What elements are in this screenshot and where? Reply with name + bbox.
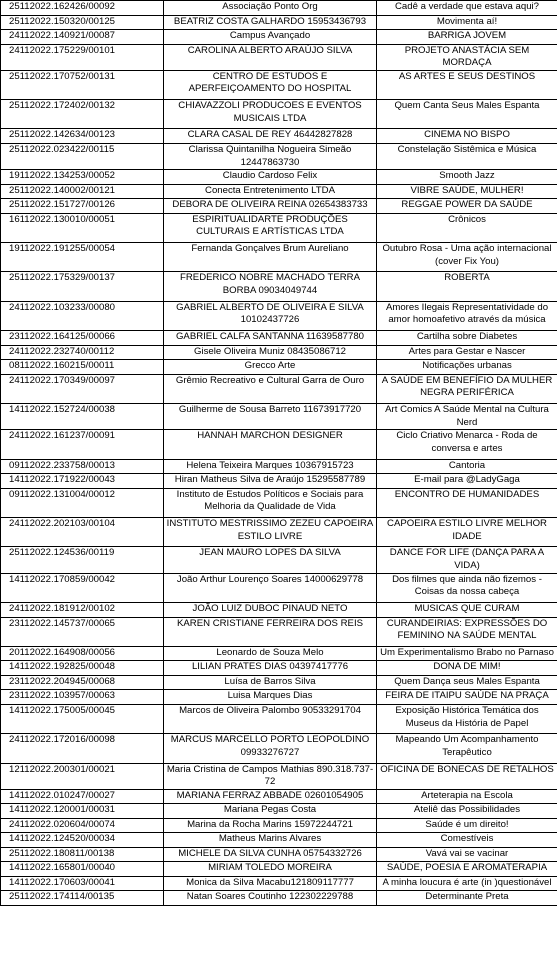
project-title-cell: Movimenta aí!	[377, 15, 557, 30]
project-title-cell: CAPOEIRA ESTILO LIVRE MELHOR IDADE	[377, 518, 557, 547]
table-row	[1, 213, 557, 242]
registration-id-cell: 14112022.165801/00040	[1, 862, 164, 877]
proponent-name-cell: Fernanda Gonçalves Brum Aureliano	[164, 243, 377, 272]
table-row	[1, 690, 557, 705]
table-row	[1, 891, 557, 906]
table-row	[1, 44, 557, 70]
table-row	[1, 661, 557, 676]
project-title-cell: Quem Canta Seus Males Espanta	[377, 100, 557, 129]
project-title-cell: Exposição Histórica Temática dos Museus da História de Papel	[377, 704, 557, 733]
project-title-cell: Ciclo Criativo Menarca - Roda de conversa e artes	[377, 430, 557, 459]
project-title-cell: Smooth Jazz	[377, 170, 557, 185]
table-row	[1, 847, 557, 862]
proponent-name-cell: Luísa de Barros Silva	[164, 675, 377, 690]
project-title-cell: OFICINA DE BONECAS DE RETALHOS	[377, 763, 557, 789]
table-row	[1, 488, 557, 517]
table-row	[1, 862, 557, 877]
table-row	[1, 573, 557, 602]
registration-id-cell: 25112022.174114/00135	[1, 891, 164, 906]
registration-id-cell: 24112022.161237/00091	[1, 430, 164, 459]
table-row	[1, 129, 557, 144]
project-title-cell: ENCONTRO DE HUMANIDADES	[377, 488, 557, 517]
proponent-name-cell: Luisa Marques Dias	[164, 690, 377, 705]
proponent-name-cell: Conecta Entretenimento LTDA	[164, 184, 377, 199]
proponent-name-cell: Claudio Cardoso Felix	[164, 170, 377, 185]
registration-id-cell: 14112022.124520/00034	[1, 833, 164, 848]
proponent-name-cell: Grêmio Recreativo e Cultural Garra de Ouro	[164, 374, 377, 403]
project-title-cell: Outubro Rosa - Uma ação internacional (cover Fix You)	[377, 243, 557, 272]
registration-id-cell: 25112022.175329/00137	[1, 272, 164, 301]
project-title-cell: Cartilha sobre Diabetes	[377, 331, 557, 346]
proponent-name-cell: Hiran Matheus Silva de Araújo 15295587789	[164, 474, 377, 489]
proponent-name-cell: LILIAN PRATES DIAS 04397417776	[164, 661, 377, 676]
registration-id-cell: 24112022.175229/00101	[1, 44, 164, 70]
registration-id-cell: 25112022.151727/00126	[1, 199, 164, 214]
registration-id-cell: 24112022.172016/00098	[1, 734, 164, 763]
proponent-name-cell: Clarissa Quintanilha Nogueira Simeão 12447863730	[164, 143, 377, 169]
proponent-name-cell: INSTITUTO MESTRISSIMO ZEZEU CAPOEIRA ESTILO LIVRE	[164, 518, 377, 547]
table-row	[1, 704, 557, 733]
table-row	[1, 100, 557, 129]
registration-id-cell: 23112022.204945/00068	[1, 675, 164, 690]
project-title-cell: BARRIGA JOVEM	[377, 30, 557, 45]
project-title-cell: ROBERTA	[377, 272, 557, 301]
table-row	[1, 459, 557, 474]
registration-id-cell: 25112022.023422/00115	[1, 143, 164, 169]
table-row	[1, 518, 557, 547]
table-row	[1, 301, 557, 330]
registration-id-cell: 09112022.233758/00013	[1, 459, 164, 474]
registration-id-cell: 25112022.162426/00092	[1, 1, 164, 16]
registration-id-cell: 16112022.130010/00051	[1, 213, 164, 242]
table-row	[1, 675, 557, 690]
table-row	[1, 243, 557, 272]
table-row	[1, 734, 557, 763]
project-title-cell: A minha loucura é arte (in )questionável	[377, 876, 557, 891]
project-title-cell: Determinante Preta	[377, 891, 557, 906]
project-title-cell: PROJETO ANASTÁCIA SEM MORDAÇA	[377, 44, 557, 70]
table-row	[1, 170, 557, 185]
registration-id-cell: 09112022.131004/00012	[1, 488, 164, 517]
table-row	[1, 360, 557, 375]
registration-id-cell: 24112022.170349/00097	[1, 374, 164, 403]
table-row	[1, 547, 557, 573]
project-title-cell: Quem Dança seus Males Espanta	[377, 675, 557, 690]
registration-id-cell: 14112022.120001/00031	[1, 804, 164, 819]
table-row	[1, 15, 557, 30]
project-title-cell: DANCE FOR LIFE (DANÇA PARA A VIDA)	[377, 547, 557, 573]
project-title-cell: Arteterapia na Escola	[377, 789, 557, 804]
registration-id-cell: 14112022.171922/00043	[1, 474, 164, 489]
project-title-cell: DONA DE MIM!	[377, 661, 557, 676]
proponent-name-cell: GABRIEL ALBERTO DE OLIVEIRA E SILVA 10102437726	[164, 301, 377, 330]
proponent-name-cell: Marcos de Oliveira Palombo 90533291704	[164, 704, 377, 733]
table-row	[1, 143, 557, 169]
table-row	[1, 763, 557, 789]
registration-id-cell: 25112022.172402/00132	[1, 100, 164, 129]
proponent-name-cell: HANNAH MARCHON DESIGNER	[164, 430, 377, 459]
proponent-name-cell: Campus Avançado	[164, 30, 377, 45]
project-title-cell: FEIRA DE ITAIPU SAÚDE NA PRAÇA	[377, 690, 557, 705]
project-title-cell: Saúde é um direito!	[377, 818, 557, 833]
registration-id-cell: 14112022.175005/00045	[1, 704, 164, 733]
registration-id-cell: 24112022.202103/00104	[1, 518, 164, 547]
table-row	[1, 184, 557, 199]
registration-id-cell: 14112022.152724/00038	[1, 404, 164, 430]
proponent-name-cell: Grecco Arte	[164, 360, 377, 375]
registration-id-cell: 24112022.140921/00087	[1, 30, 164, 45]
proponent-name-cell: Maria Cristina de Campos Mathias 890.318.737-72	[164, 763, 377, 789]
project-title-cell: SAÚDE, POESIA E AROMATERAPIA	[377, 862, 557, 877]
registration-id-cell: 20112022.164908/00056	[1, 646, 164, 661]
registration-id-cell: 25112022.170752/00131	[1, 70, 164, 99]
table-row	[1, 404, 557, 430]
registration-id-cell: 25112022.150320/00125	[1, 15, 164, 30]
proponent-name-cell: Leonardo de Souza Melo	[164, 646, 377, 661]
table-row	[1, 789, 557, 804]
registration-id-cell: 14112022.170859/00042	[1, 573, 164, 602]
project-title-cell: Amores Ilegais Representatividade do amor homoafetivo através da música	[377, 301, 557, 330]
table-row	[1, 272, 557, 301]
proponent-name-cell: DEBORA DE OLIVEIRA REINA 02654383733	[164, 199, 377, 214]
registration-id-cell: 25112022.140002/00121	[1, 184, 164, 199]
proponent-name-cell: Helena Teixeira Marques 10367915723	[164, 459, 377, 474]
table-row	[1, 70, 557, 99]
proponent-name-cell: CHIAVAZZOLI PRODUCOES E EVENTOS MUSICAIS LTDA	[164, 100, 377, 129]
table-row	[1, 833, 557, 848]
table-body	[1, 1, 557, 906]
table-row	[1, 374, 557, 403]
registration-id-cell: 23112022.145737/00065	[1, 617, 164, 646]
proponent-name-cell: BEATRIZ COSTA GALHARDO 15953436793	[164, 15, 377, 30]
project-title-cell: CURANDEIRIAS: EXPRESSÕES DO FEMININO NA SAÚDE MENTAL	[377, 617, 557, 646]
project-title-cell: A SAÚDE EM BENEFÍFIO DA MULHER NEGRA PERIFÉRICA	[377, 374, 557, 403]
project-title-cell: REGGAE POWER DA SAÚDE	[377, 199, 557, 214]
project-title-cell: CINEMA NO BISPO	[377, 129, 557, 144]
proponent-name-cell: Gisele Oliveira Muniz 08435086712	[164, 345, 377, 360]
table-row	[1, 345, 557, 360]
project-title-cell: Mapeando Um Acompanhamento Terapêutico	[377, 734, 557, 763]
registration-id-cell: 08112022.160215/00011	[1, 360, 164, 375]
proponent-name-cell: GABRIEL CALFA SANTANNA 11639587780	[164, 331, 377, 346]
project-title-cell: Vavá vai se vacinar	[377, 847, 557, 862]
registration-id-cell: 24112022.103233/00080	[1, 301, 164, 330]
project-title-cell: Notificações urbanas	[377, 360, 557, 375]
table-row	[1, 646, 557, 661]
registration-id-cell: 12112022.200301/00021	[1, 763, 164, 789]
proponent-name-cell: CAROLINA ALBERTO ARAÚJO SILVA	[164, 44, 377, 70]
proponent-name-cell: JOÃO LUIZ DUBOC PINAUD NETO	[164, 603, 377, 618]
proponent-name-cell: Marina da Rocha Marins 15972244721	[164, 818, 377, 833]
proponent-name-cell: Monica da Silva Macabu121809117777	[164, 876, 377, 891]
proponent-name-cell: KAREN CRISTIANE FERREIRA DOS REIS	[164, 617, 377, 646]
table-row	[1, 474, 557, 489]
project-title-cell: Ateliê das Possibilidades	[377, 804, 557, 819]
proponent-name-cell: João Arthur Lourenço Soares 14000629778	[164, 573, 377, 602]
proponent-name-cell: ESPIRITUALIDARTE PRODUÇÕES CULTURAIS E ARTÍSTICAS LTDA	[164, 213, 377, 242]
registration-id-cell: 25112022.180811/00138	[1, 847, 164, 862]
table-row	[1, 1, 557, 16]
registration-id-cell: 24112022.232740/00112	[1, 345, 164, 360]
project-title-cell: VIBRE SAÚDE, MULHER!	[377, 184, 557, 199]
proponent-name-cell: Natan Soares Coutinho 122302229788	[164, 891, 377, 906]
project-title-cell: Constelação Sistêmica e Música	[377, 143, 557, 169]
proponent-name-cell: Associação Ponto Org	[164, 1, 377, 16]
project-title-cell: Crônicos	[377, 213, 557, 242]
registration-id-cell: 25112022.142634/00123	[1, 129, 164, 144]
table-row	[1, 617, 557, 646]
proponent-name-cell: Mariana Pegas Costa	[164, 804, 377, 819]
proponent-name-cell: Instituto de Estudos Políticos e Sociais para Melhoria da Qualidade de Vida	[164, 488, 377, 517]
registration-id-cell: 14112022.010247/00027	[1, 789, 164, 804]
project-title-cell: Dos filmes que ainda não fizemos - Coisas da nossa cabeça	[377, 573, 557, 602]
registration-id-cell: 14112022.170603/00041	[1, 876, 164, 891]
registration-id-cell: 24112022.181912/00102	[1, 603, 164, 618]
proponent-name-cell: CENTRO DE ESTUDOS E APERFEIÇOAMENTO DO HOSPITAL	[164, 70, 377, 99]
registration-id-cell: 19112022.134253/00052	[1, 170, 164, 185]
project-title-cell: Cantoria	[377, 459, 557, 474]
table-row	[1, 603, 557, 618]
proponent-name-cell: JEAN MAURO LOPES DA SILVA	[164, 547, 377, 573]
table-row	[1, 818, 557, 833]
project-title-cell: Artes para Gestar e Nascer	[377, 345, 557, 360]
project-title-cell: MUSICAS QUE CURAM	[377, 603, 557, 618]
project-title-cell: E-mail para @LadyGaga	[377, 474, 557, 489]
table-row	[1, 876, 557, 891]
registration-id-cell: 24112022.020604/00074	[1, 818, 164, 833]
proponent-name-cell: Guilherme de Sousa Barreto 11673917720	[164, 404, 377, 430]
project-title-cell: Cadê a verdade que estava aqui?	[377, 1, 557, 16]
registration-id-cell: 14112022.192825/00048	[1, 661, 164, 676]
table-row	[1, 199, 557, 214]
proponent-name-cell: MIRIAM TOLEDO MOREIRA	[164, 862, 377, 877]
proponent-name-cell: CLARA CASAL DE REY 46442827828	[164, 129, 377, 144]
proponent-name-cell: MARCUS MARCELLO PORTO LEOPOLDINO 09933276727	[164, 734, 377, 763]
proponent-name-cell: MICHELE DA SILVA CUNHA 05754332726	[164, 847, 377, 862]
proponent-name-cell: Matheus Marins Alvares	[164, 833, 377, 848]
registration-id-cell: 23112022.164125/00066	[1, 331, 164, 346]
project-title-cell: Comestíveis	[377, 833, 557, 848]
project-title-cell: Art Comics A Saúde Mental na Cultura Nerd	[377, 404, 557, 430]
project-title-cell: AS ARTES E SEUS DESTINOS	[377, 70, 557, 99]
proponent-name-cell: FREDERICO NOBRE MACHADO TERRA BORBA 09034049744	[164, 272, 377, 301]
proponent-name-cell: MARIANA FERRAZ ABBADE 02601054905	[164, 789, 377, 804]
table-row	[1, 331, 557, 346]
registration-id-cell: 19112022.191255/00054	[1, 243, 164, 272]
project-title-cell: Um Experimentalismo Brabo no Parnaso	[377, 646, 557, 661]
table-row	[1, 30, 557, 45]
table-row	[1, 430, 557, 459]
registration-id-cell: 23112022.103957/00063	[1, 690, 164, 705]
table-row	[1, 804, 557, 819]
registration-id-cell: 25112022.124536/00119	[1, 547, 164, 573]
